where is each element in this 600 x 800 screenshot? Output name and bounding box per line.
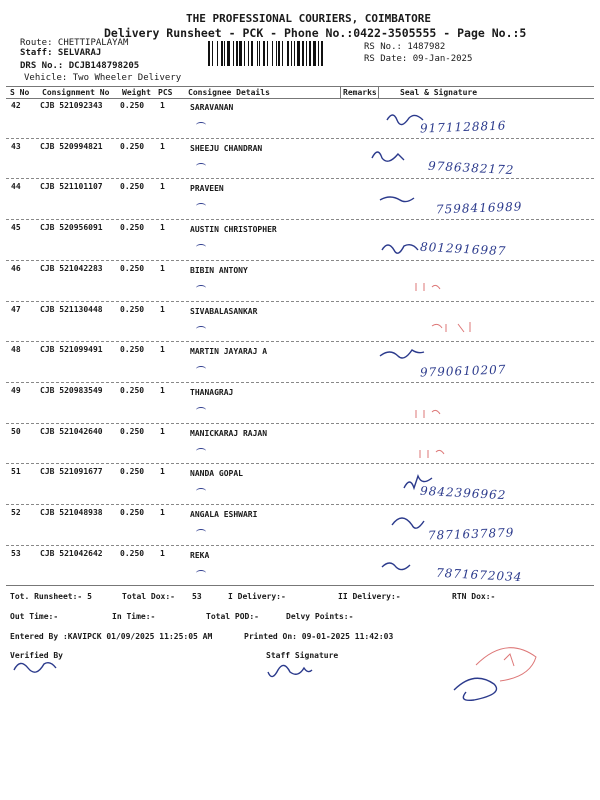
- row-pcs: 1: [160, 182, 165, 192]
- staff-label: Staff: SELVARAJ: [20, 48, 102, 58]
- row-consignee-name: BIBIN ANTONY: [190, 265, 248, 275]
- row-weight: 0.250: [120, 304, 145, 314]
- row-consignee-name: SIVABALASANKAR: [190, 306, 258, 316]
- total-pod-label: Total POD:-: [206, 612, 259, 621]
- company-title: THE PROFESSIONAL COURIERS, COIMBATORE: [186, 12, 432, 25]
- row-consignment-no: CJB 520956091: [40, 223, 103, 233]
- row-pcs: 1: [160, 426, 165, 436]
- row-weight: 0.250: [120, 345, 145, 355]
- staff-signature-label: Staff Signature: [266, 651, 339, 660]
- row-weight: 0.250: [120, 426, 145, 436]
- row-consignee-name: THANAGRAJ: [190, 387, 234, 397]
- rtn-dox-label: RTN Dox:-: [452, 592, 496, 601]
- in-time-label: In Time:-: [112, 612, 156, 621]
- col-consignment: Consignment No: [42, 88, 110, 97]
- row-sno: 44: [11, 182, 21, 192]
- row-consignment-no: CJB 521130448: [40, 304, 103, 314]
- row-pcs: 1: [160, 467, 165, 477]
- row-handwritten-phone: 9790610207: [419, 362, 507, 380]
- row-sno: 43: [11, 141, 21, 151]
- row-pcs: 1: [160, 345, 165, 355]
- row-pcs: 1: [160, 263, 165, 273]
- row-weight: 0.250: [120, 548, 145, 558]
- row-consignment-no: CJB 521042640: [40, 426, 103, 436]
- row-sno: 46: [11, 263, 21, 273]
- row-weight: 0.250: [120, 223, 145, 233]
- vehicle-label: Vehicle: Two Wheeler Delivery: [24, 73, 182, 83]
- row-pcs: 1: [160, 385, 165, 395]
- col-consignee: Consignee Details: [188, 88, 270, 97]
- row-weight: 0.250: [120, 385, 145, 395]
- col-pcs: PCS: [158, 88, 173, 97]
- row-handwritten-phone: 7871672034: [435, 565, 523, 584]
- row-handwritten-phone: 8012916987: [419, 239, 507, 259]
- row-weight: 0.250: [120, 508, 145, 517]
- ii-delivery-label: II Delivery:-: [338, 592, 401, 601]
- rs-no-label: RS No.: 1487982: [364, 42, 446, 52]
- row-sno: 48: [11, 345, 21, 355]
- row-consignment-no: CJB 521048938: [40, 508, 103, 517]
- row-pcs: 1: [160, 508, 165, 517]
- row-weight: 0.250: [120, 182, 145, 192]
- row-weight: 0.250: [120, 101, 145, 110]
- runsheet-title: Delivery Runsheet - PCK - Phone No.:0422-3505555 - Page No.:5: [104, 26, 527, 40]
- printed-on: Printed On: 09-01-2025 11:42:03: [244, 632, 394, 641]
- row-consignment-no: CJB 521099491: [40, 345, 103, 355]
- row-sno: 49: [11, 385, 21, 395]
- row-consignment-no: CJB 521091677: [40, 467, 103, 477]
- entered-by: Entered By :KAVIPCK 01/09/2025 11:25:05 AM: [10, 632, 213, 641]
- total-dox-value: 53: [192, 592, 202, 601]
- col-seal: Seal & Signature: [400, 88, 478, 97]
- row-pcs: 1: [160, 141, 165, 151]
- row-sno: 53: [11, 548, 21, 558]
- row-consignee-name: MANICKARAJ RAJAN: [190, 428, 268, 438]
- row-consignee-name: NANDA GOPAL: [190, 469, 243, 479]
- row-consignment-no: CJB 521042283: [40, 263, 103, 273]
- row-pcs: 1: [160, 223, 165, 233]
- col-sno: S No: [10, 88, 30, 97]
- row-consignment-no: CJB 521101107: [40, 182, 103, 192]
- row-pcs: 1: [160, 101, 165, 110]
- row-consignee-name: ANGALA ESHWARI: [190, 510, 258, 519]
- tot-runsheet: Tot. Runsheet:- 5: [10, 592, 92, 601]
- row-weight: 0.250: [120, 141, 145, 151]
- row-sno: 47: [11, 304, 21, 314]
- col-weight: Weight: [122, 88, 151, 97]
- col-remarks: Remarks: [343, 88, 377, 97]
- row-handwritten-phone: 7871637879: [427, 525, 515, 543]
- i-delivery-label: I Delivery:-: [228, 592, 286, 601]
- row-sno: 45: [11, 223, 21, 233]
- row-pcs: 1: [160, 548, 165, 558]
- row-sno: 42: [11, 101, 21, 110]
- row-handwritten-phone: 7598416989: [435, 199, 523, 217]
- row-handwritten-phone: 9171128816: [419, 118, 507, 136]
- out-time-label: Out Time:-: [10, 612, 59, 621]
- row-consignment-no: CJB 521042642: [40, 548, 103, 558]
- rs-date-label: RS Date: 09-Jan-2025: [364, 54, 473, 64]
- row-pcs: 1: [160, 304, 165, 314]
- totals-top-line: [6, 585, 594, 586]
- row-consignment-no: CJB 521092343: [40, 101, 103, 110]
- row-sno: 51: [11, 467, 21, 477]
- route-label: Route: CHETTIPALAYAM: [20, 38, 129, 48]
- row-consignee-name: REKA: [190, 550, 210, 560]
- verified-by-label: Verified By: [10, 651, 63, 660]
- total-dox-label: Total Dox:-: [122, 592, 175, 601]
- delvy-points-label: Delvy Points:-: [286, 612, 354, 621]
- row-consignee-name: MARTIN JAYARAJ A: [190, 347, 268, 357]
- row-handwritten-phone: 9786382172: [427, 158, 515, 177]
- row-handwritten-phone: 9842396962: [419, 484, 507, 503]
- row-weight: 0.250: [120, 263, 145, 273]
- row-sno: 50: [11, 426, 21, 436]
- row-sno: 52: [11, 508, 21, 517]
- row-weight: 0.250: [120, 467, 145, 477]
- row-consignee-name: PRAVEEN: [190, 184, 224, 194]
- row-consignee-name: SHEEJU CHANDRAN: [190, 143, 263, 153]
- drs-label: DRS No.: DCJB148798205: [20, 61, 140, 71]
- row-consignee-name: AUSTIN CHRISTOPHER: [190, 225, 277, 235]
- row-consignment-no: CJB 520994821: [40, 141, 103, 151]
- row-consignee-name: SARAVANAN: [190, 103, 234, 112]
- row-consignment-no: CJB 520983549: [40, 385, 103, 395]
